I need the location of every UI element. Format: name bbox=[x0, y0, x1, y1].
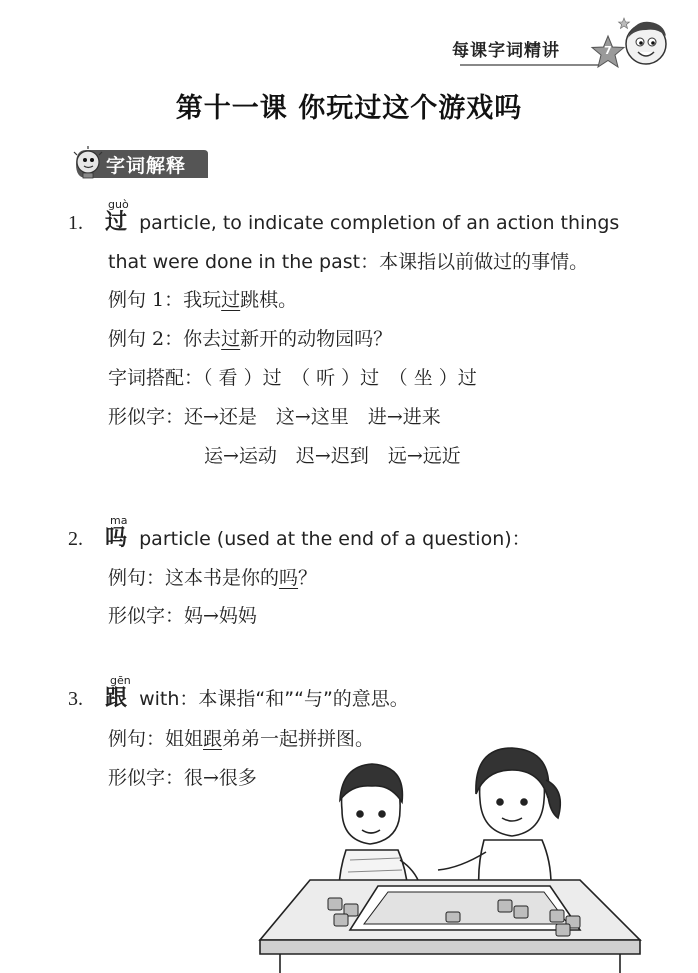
pinyin: guò bbox=[108, 198, 129, 211]
entry-definition: with：本课指“和”“与”的意思。 bbox=[139, 688, 409, 710]
entry-number: 2. bbox=[68, 528, 83, 550]
entry-2-example: 例句：这本书是你的吗？ bbox=[108, 567, 318, 589]
entry-character: 过 bbox=[105, 210, 128, 235]
entry-3-headline bbox=[68, 686, 409, 712]
entry-definition: particle (used at the end of a question)： bbox=[139, 528, 531, 550]
entry-1-example-2: 例句 2：你去过新开的动物园吗？ bbox=[108, 328, 393, 350]
section-label: 字词解释 bbox=[106, 155, 187, 177]
entry-3-similar: 形似字：很→很多 bbox=[108, 767, 257, 789]
page-number: 7 bbox=[604, 44, 612, 57]
entry-1-headline bbox=[68, 210, 619, 236]
entry-definition: particle, to indicate completion of an action things bbox=[139, 212, 620, 234]
entry-1-similar-row2: 运→运动 迟→迟到 远→远近 bbox=[204, 445, 461, 467]
header-underline bbox=[460, 64, 600, 66]
entry-2-headline bbox=[68, 526, 531, 552]
entry-character: 跟 bbox=[105, 686, 128, 711]
entry-1-similar-row1: 形似字：还→还是 这→这里 进→进来 bbox=[108, 406, 441, 428]
entry-number: 3. bbox=[68, 688, 83, 710]
children-puzzle-illustration bbox=[250, 740, 698, 973]
entry-3-example: 例句：姐姐跟弟弟一起拼拼图。 bbox=[108, 728, 375, 750]
entry-character: 吗 bbox=[105, 526, 128, 551]
pinyin: gēn bbox=[110, 674, 131, 687]
entry-number: 1. bbox=[68, 212, 83, 234]
entry-1-collocation: 字词搭配：（ 看 ）过 （ 听 ）过 （ 坐 ）过 bbox=[108, 367, 477, 389]
girl-figure bbox=[438, 748, 560, 900]
pinyin: ma bbox=[110, 514, 128, 527]
entry-1-definition-line2: that were done in the past：本课指以前做过的事情。 bbox=[108, 251, 589, 273]
table bbox=[260, 880, 640, 973]
mascot-icon bbox=[614, 10, 676, 72]
lesson-title: 第十一课 你玩过这个游戏吗 bbox=[175, 93, 523, 124]
book-series-title: 每课字词精讲 bbox=[452, 41, 560, 61]
entry-1-example-1: 例句 1：我玩过跳棋。 bbox=[108, 289, 298, 311]
entry-2-similar: 形似字：妈→妈妈 bbox=[108, 605, 257, 627]
